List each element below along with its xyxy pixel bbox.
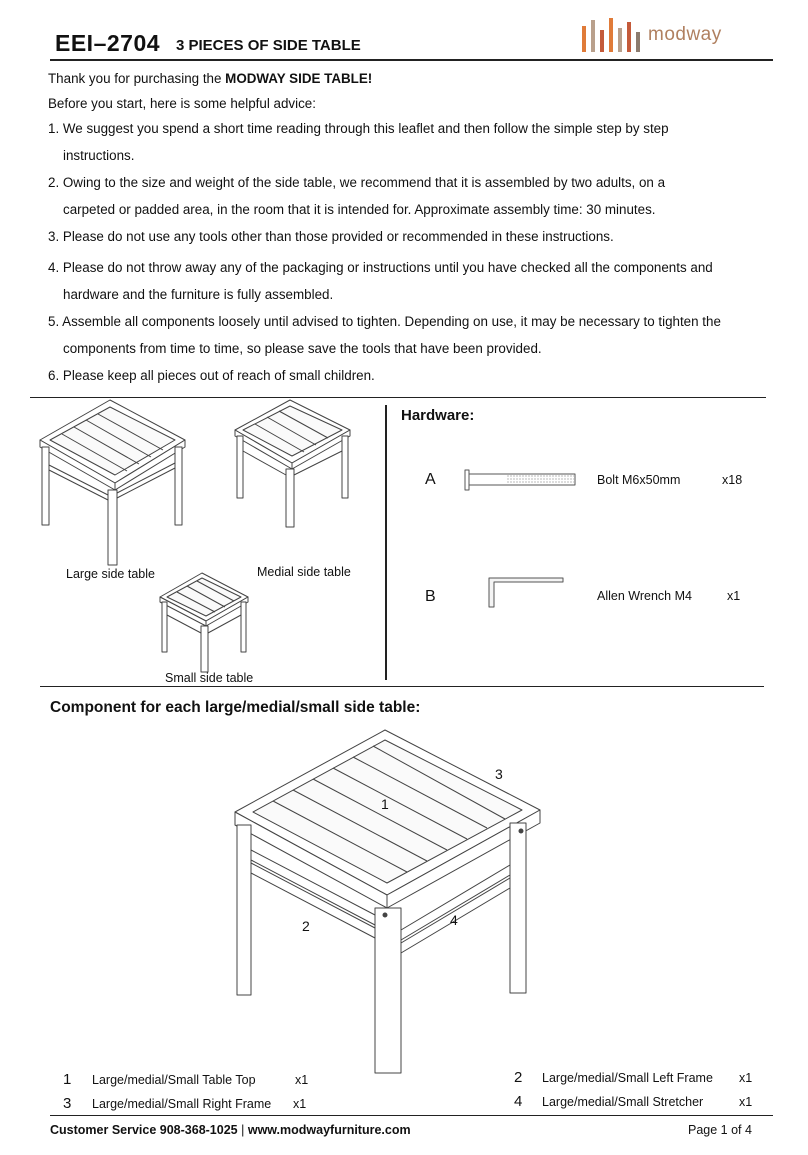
hardware-name-a: Bolt M6x50mm (597, 473, 681, 487)
part-number-1: 1 (63, 1071, 72, 1088)
callout-4: 4 (450, 912, 458, 928)
instruction-list (48, 115, 768, 389)
part-name-1: Large/medial/Small Table Top (92, 1073, 256, 1087)
instruction-5 (48, 308, 768, 362)
instruction-continuation: hardware and the furniture is fully assembled. (63, 287, 334, 302)
instruction-line: 3. Please do not use any tools other than those provided or recommended in these instructions. (48, 229, 614, 244)
part-number-3: 3 (63, 1095, 72, 1112)
callout-2: 2 (302, 918, 310, 934)
instruction-line: 6. Please keep all pieces out of reach of small children. (48, 368, 375, 383)
hardware-name-b: Allen Wrench M4 (597, 589, 692, 603)
part-qty-2: x1 (739, 1071, 753, 1085)
intro-suffix: ! (367, 71, 373, 86)
hardware-qty-b: x1 (727, 589, 741, 603)
instruction-line: 1. We suggest you spend a short time reading through this leaflet and then follow the simple step by step (48, 121, 669, 136)
allen-wrench-icon (485, 572, 567, 610)
section-divider (385, 405, 387, 680)
brand-name: modway (648, 24, 722, 45)
medial-table-drawing (235, 400, 350, 527)
instruction-continuation: components from time to time, so please save the tools that have been provided. (63, 341, 542, 356)
large-table-drawing (40, 400, 185, 565)
instruction-line: 5. Assemble all components loosely until advised to tighten. Depending on use, it may be necessary to tighten the (48, 314, 721, 329)
instruction-2 (48, 169, 768, 223)
hardware-letter-a: A (425, 471, 436, 488)
footer-rule (50, 1115, 773, 1116)
small-table-label: Small side table (165, 671, 254, 685)
intro-prefix: Thank you for purchasing the (48, 71, 226, 86)
header-rule (50, 59, 773, 61)
model-number: EEI–2704 (55, 30, 161, 56)
footer-contact (50, 1123, 411, 1137)
components-title: Component for each large/medial/small side table: (50, 699, 421, 716)
document-subtitle: 3 PIECES OF SIDE TABLE (176, 37, 361, 54)
instruction-1 (48, 115, 768, 169)
hardware-qty-a: x18 (722, 473, 743, 487)
large-table-label: Large side table (66, 567, 155, 581)
section-rule-bottom (40, 686, 764, 687)
part-qty-4: x1 (739, 1095, 753, 1109)
intro-thanks (48, 71, 372, 86)
part-name-2: Large/medial/Small Left Frame (542, 1071, 713, 1085)
intro-advice: Before you start, here is some helpful advice: (48, 96, 316, 111)
product-name: MODWAY SIDE TABLE (225, 71, 368, 86)
exploded-table-drawing (225, 725, 555, 1080)
medial-table-label: Medial side table (257, 565, 351, 579)
website-link[interactable]: www.modwayfurniture.com (247, 1123, 411, 1137)
callout-1: 1 (381, 796, 389, 812)
hardware-title: Hardware: (401, 407, 475, 424)
page-number: Page 1 of 4 (688, 1123, 752, 1137)
side-table-illustrations (30, 395, 380, 685)
part-qty-3: x1 (293, 1097, 307, 1111)
small-table-drawing (160, 573, 248, 672)
footer-separator: | (241, 1123, 245, 1137)
part-number-2: 2 (514, 1069, 523, 1086)
hardware-letter-b: B (425, 588, 436, 605)
bolt-icon (462, 468, 580, 492)
instruction-line: 2. Owing to the size and weight of the side table, we recommend that it is assembled by two adults, on a (48, 175, 666, 190)
instruction-line: 4. Please do not throw away any of the packaging or instructions until you have checked all the components and (48, 260, 713, 275)
customer-service: Customer Service 908-368-1025 (50, 1123, 238, 1137)
instruction-3 (48, 223, 768, 250)
instruction-continuation: carpeted or padded area, in the room that it is intended for. Approximate assembly time: 30 minutes. (63, 202, 656, 217)
part-name-4: Large/medial/Small Stretcher (542, 1095, 704, 1109)
instruction-continuation: instructions. (63, 148, 135, 163)
instruction-6 (48, 362, 768, 389)
part-name-3: Large/medial/Small Right Frame (92, 1097, 272, 1111)
part-number-4: 4 (514, 1093, 523, 1110)
part-qty-1: x1 (295, 1073, 309, 1087)
instruction-4 (48, 254, 768, 308)
callout-3: 3 (495, 766, 503, 782)
